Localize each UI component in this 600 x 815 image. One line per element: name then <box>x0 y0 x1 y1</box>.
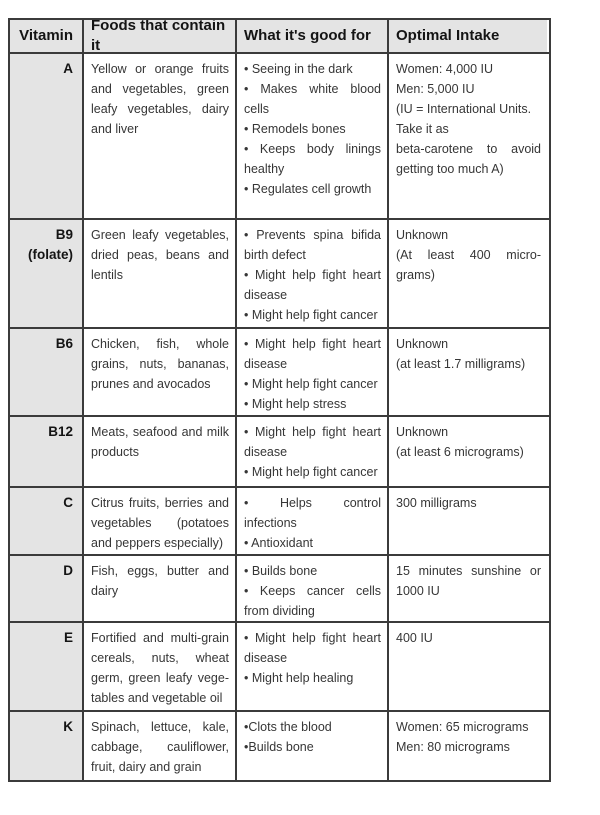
cell-benefits <box>237 623 389 710</box>
foods-text: Fish, eggs, butter and dairy <box>91 564 229 598</box>
intake-line: (At least 400 micro-grams) <box>396 248 541 282</box>
cell-vitamin <box>10 488 84 554</box>
intake-line: Take it as <box>396 122 449 136</box>
intake-line: (at least 6 micrograms) <box>396 445 524 459</box>
benefit-item: • Might help fight cancer <box>244 377 378 391</box>
table-row-vitamin-d <box>10 556 549 623</box>
vitamin-label: E <box>63 630 73 645</box>
table-row-vitamin-a <box>10 54 549 220</box>
cell-intake <box>389 556 547 621</box>
cell-benefits <box>237 329 389 415</box>
table-row-vitamin-e <box>10 623 549 712</box>
benefit-item: • Might help fight heart disease <box>244 268 381 302</box>
table-row-vitamin-b6 <box>10 329 549 417</box>
cell-foods <box>84 54 237 218</box>
cell-benefits <box>237 488 389 554</box>
benefit-item: • Helps control infections <box>244 496 381 530</box>
foods-text: Spinach, lettuce, kale, cabbage, cauliflower, fruit, dairy and grain <box>91 720 229 774</box>
cell-benefits <box>237 556 389 621</box>
foods-text: Meats, seafood and milk products <box>91 425 229 459</box>
benefit-item: • Keeps cancer cells from dividing <box>244 584 381 618</box>
intake-line: Women: 65 micrograms <box>396 720 529 734</box>
intake-line: Women: 4,000 IU <box>396 62 494 76</box>
table-row-vitamin-b12 <box>10 417 549 488</box>
cell-intake <box>389 220 547 327</box>
header-cell-good-for: What it's good for <box>237 20 389 52</box>
foods-text: Green leafy vegetables, dried peas, beans and lentils <box>91 228 229 282</box>
intake-line: (IU = International Units. <box>396 102 532 116</box>
cell-benefits <box>237 417 389 486</box>
benefit-item: • Might help fight heart disease <box>244 425 381 459</box>
foods-text: Chicken, fish, whole grains, nuts, bananas, prunes and avocados <box>91 337 229 391</box>
cell-benefits <box>237 220 389 327</box>
benefit-item <box>244 553 381 554</box>
intake-line: Unknown <box>396 337 449 351</box>
header-cell-vitamin: Vitamin <box>10 20 84 52</box>
cell-foods <box>84 488 237 554</box>
cell-vitamin <box>10 623 84 710</box>
vitamin-label: A <box>63 61 73 76</box>
header-cell-foods: Foods that contain it <box>84 20 237 52</box>
vitamin-label: C <box>63 495 73 510</box>
cell-intake <box>389 329 547 415</box>
cell-vitamin <box>10 329 84 415</box>
benefit-item: • Might help fight heart disease <box>244 631 381 665</box>
header-cell-intake: Optimal Intake <box>389 20 547 52</box>
cell-intake <box>389 417 547 486</box>
vitamin-table <box>8 18 551 782</box>
benefit-item: • Prevents spina bifida birth defect <box>244 228 381 262</box>
table-row-vitamin-b9 <box>10 220 549 329</box>
cell-foods <box>84 556 237 621</box>
cell-vitamin <box>10 417 84 486</box>
intake-line: 400 IU <box>396 631 433 645</box>
benefit-item: • Might help fight cancer <box>244 465 378 479</box>
cell-intake <box>389 54 547 218</box>
cell-foods <box>84 220 237 327</box>
table-header-row <box>10 20 549 54</box>
cell-foods <box>84 623 237 710</box>
benefit-item: •Clots the blood <box>244 720 332 734</box>
cell-benefits <box>237 54 389 218</box>
cell-foods <box>84 329 237 415</box>
benefit-item: • Builds bone <box>244 564 318 578</box>
intake-line: 300 milligrams <box>396 496 477 510</box>
cell-intake <box>389 488 547 554</box>
vitamin-label: K <box>63 719 73 734</box>
cell-vitamin <box>10 556 84 621</box>
vitamin-label: B9 <box>55 227 73 242</box>
intake-line: beta-carotene to avoid getting too much A) <box>396 142 541 176</box>
cell-vitamin <box>10 220 84 327</box>
cell-vitamin <box>10 712 84 780</box>
intake-line: Unknown <box>396 425 449 439</box>
intake-line: Unknown <box>396 228 449 242</box>
cell-benefits <box>237 712 389 780</box>
intake-line: (at least 1.7 milligrams) <box>396 357 526 371</box>
benefit-item: • Seeing in the dark <box>244 62 353 76</box>
vitamin-label: B6 <box>55 336 73 351</box>
benefit-item: • Might help fight heart disease <box>244 337 381 371</box>
intake-line: Men: 5,000 IU <box>396 82 475 96</box>
intake-line: 15 minutes sunshine or 1000 IU <box>396 564 541 598</box>
foods-text: Fortified and multi-grain cereals, nuts, wheat germ, green leafy vege-tables and vegetable oil <box>91 631 229 705</box>
cell-vitamin <box>10 54 84 218</box>
benefit-item: • Antioxidant <box>244 536 314 550</box>
cell-foods <box>84 712 237 780</box>
cell-intake <box>389 623 547 710</box>
foods-text: Citrus fruits, berries and vegetables (potatoes and peppers especially) <box>91 496 229 550</box>
benefit-item: • Might help stress <box>244 397 347 411</box>
table-row-vitamin-c <box>10 488 549 556</box>
benefit-item: •Builds bone <box>244 740 314 754</box>
cell-foods <box>84 417 237 486</box>
benefit-item: • Might help healing <box>244 671 354 685</box>
intake-line: Men: 80 micrograms <box>396 740 510 754</box>
table-row-vitamin-k <box>10 712 549 780</box>
vitamin-sublabel: (folate) <box>28 247 73 262</box>
vitamin-label: B12 <box>48 424 73 439</box>
benefit-item: • Keeps body linings healthy <box>244 142 381 176</box>
vitamin-label: D <box>63 563 73 578</box>
benefit-item: • Makes white blood cells <box>244 82 381 116</box>
cell-intake <box>389 712 547 780</box>
foods-text: Yellow or orange fruits and vegetables, green leafy vegetables, dairy and liver <box>91 62 229 136</box>
benefit-item: • Regulates cell growth <box>244 182 372 196</box>
benefit-item: • Remodels bones <box>244 122 346 136</box>
benefit-item: • Might help fight cancer <box>244 308 378 322</box>
